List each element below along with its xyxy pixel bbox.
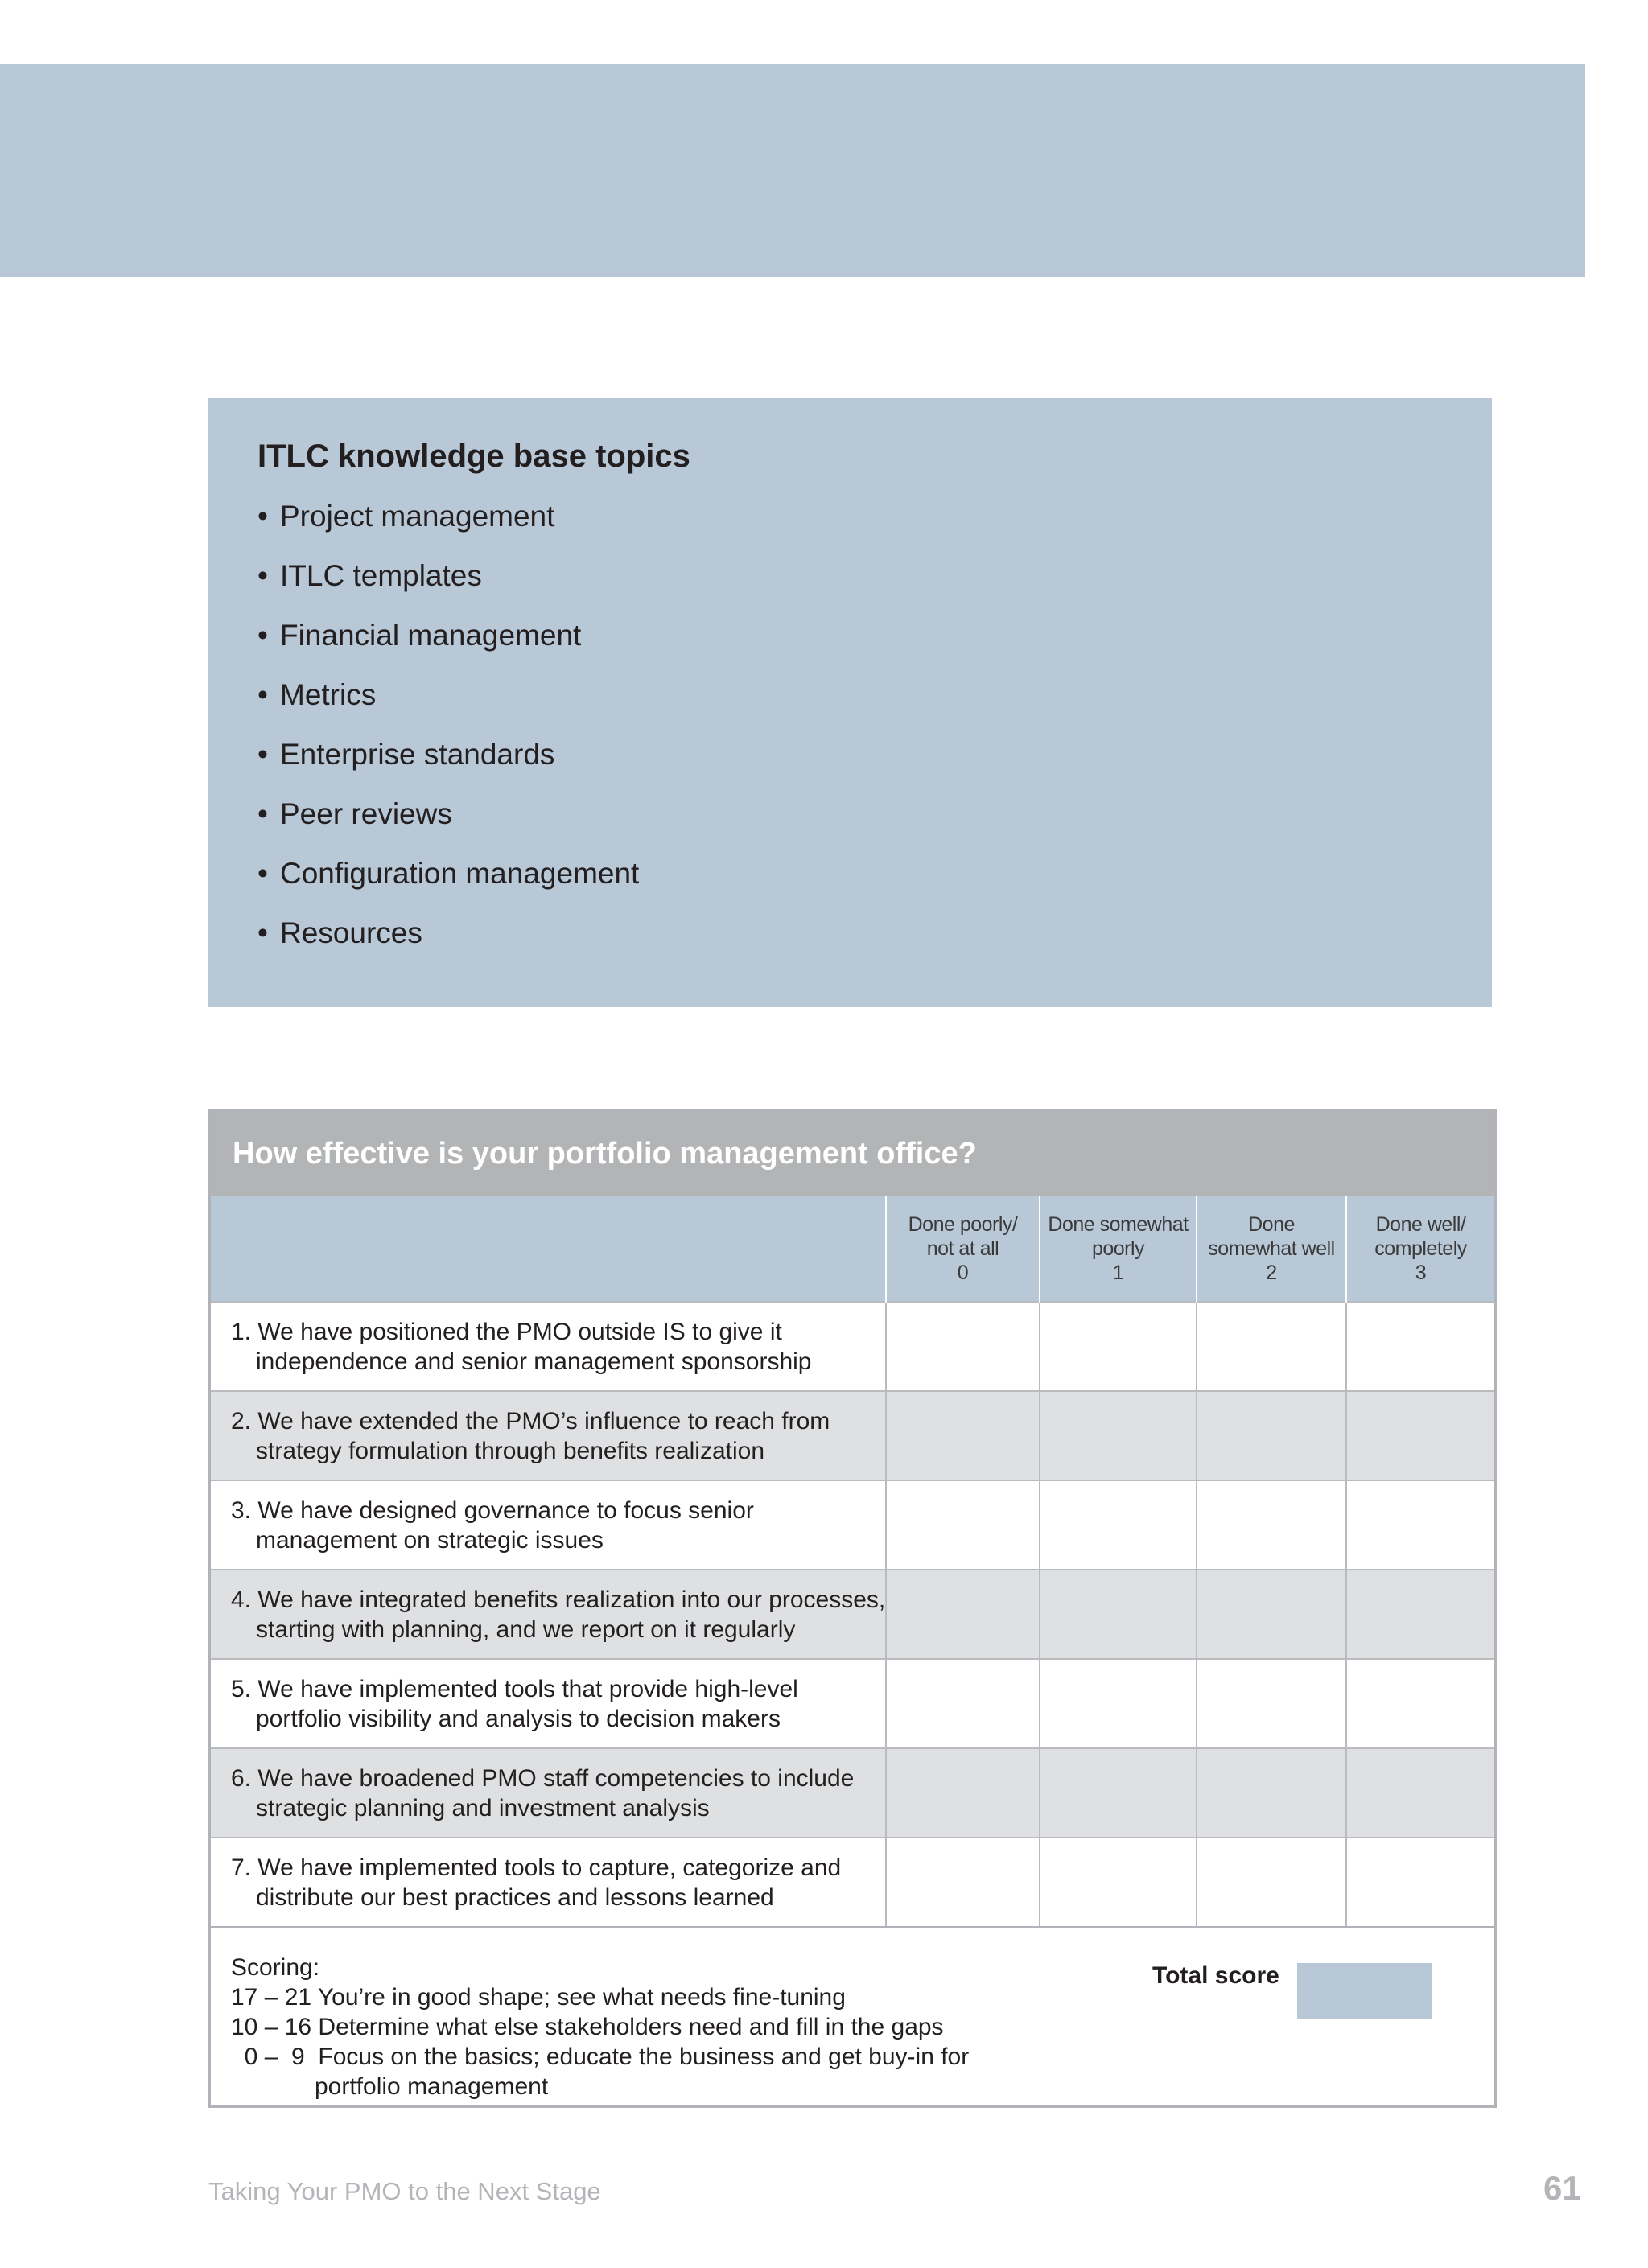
question-cell: 4. We have integrated benefits realization into our processes, starting with planning, and we report on it regularly (211, 1570, 886, 1659)
footer-title: Taking Your PMO to the Next Stage (208, 2177, 601, 2205)
score-cell[interactable] (1040, 1302, 1197, 1391)
table-row (211, 1570, 1494, 1659)
score-cell[interactable] (1346, 1659, 1494, 1748)
score-cell[interactable] (1040, 1480, 1197, 1570)
question-cell: 7. We have implemented tools to capture, categorize and distribute our best practices and lessons learned (211, 1838, 886, 1926)
column-header-0: Done poorly/ not at all 0 (886, 1196, 1040, 1302)
score-cell[interactable] (1040, 1659, 1197, 1748)
scoring-line: 0 – 9 Focus on the basics; educate the business and get buy-in for (231, 2044, 970, 2070)
pmo-effectiveness-survey (208, 1109, 1497, 2108)
header-row (211, 1196, 1494, 1302)
question-cell: 6. We have broadened PMO staff competencies to include strategic planning and investment analysis (211, 1748, 886, 1838)
score-cell[interactable] (886, 1391, 1040, 1480)
question-header (211, 1196, 886, 1302)
score-cell[interactable] (1346, 1391, 1494, 1480)
scoring-line: 10 – 16 Determine what else stakeholders need and fill in the gaps (231, 2014, 944, 2040)
score-cell[interactable] (886, 1570, 1040, 1659)
score-cell[interactable] (1346, 1302, 1494, 1391)
column-header-3: Done well/ completely 3 (1346, 1196, 1494, 1302)
table-row (211, 1838, 1494, 1926)
score-cell[interactable] (886, 1838, 1040, 1926)
score-cell[interactable] (1197, 1570, 1346, 1659)
score-cell[interactable] (1346, 1570, 1494, 1659)
list-item: • ITLC templates (258, 559, 482, 592)
knowledge-base-title: ITLC knowledge base topics (258, 438, 690, 474)
survey-table (211, 1196, 1494, 1926)
score-cell[interactable] (1040, 1570, 1197, 1659)
score-cell[interactable] (1197, 1302, 1346, 1391)
score-cell[interactable] (1346, 1838, 1494, 1926)
score-cell[interactable] (886, 1480, 1040, 1570)
list-item: • Financial management (258, 619, 582, 652)
total-score-label: Total score (1152, 1962, 1279, 1989)
question-cell: 2. We have extended the PMO’s influence to reach from strategy formulation through benefits realization (211, 1391, 886, 1480)
score-cell[interactable] (1197, 1838, 1346, 1926)
question-cell: 1. We have positioned the PMO outside IS to give it independence and senior management sponsorship (211, 1302, 886, 1391)
score-cell[interactable] (1040, 1838, 1197, 1926)
score-cell[interactable] (1197, 1480, 1346, 1570)
knowledge-base-list (258, 499, 1492, 975)
score-cell[interactable] (1197, 1748, 1346, 1838)
page-number: 61 (1543, 2169, 1581, 2207)
header-band (0, 64, 1585, 277)
scoring-legend (231, 1953, 969, 2101)
question-cell: 3. We have designed governance to focus senior management on strategic issues (211, 1480, 886, 1570)
score-cell[interactable] (1346, 1748, 1494, 1838)
knowledge-base-panel (208, 398, 1492, 1007)
score-cell[interactable] (886, 1302, 1040, 1391)
score-cell[interactable] (886, 1659, 1040, 1748)
table-row (211, 1302, 1494, 1391)
scoring-line: portfolio management (315, 2073, 549, 2100)
score-cell[interactable] (1040, 1748, 1197, 1838)
list-item: • Peer reviews (258, 797, 452, 830)
scoring-section (211, 1926, 1494, 2105)
score-cell[interactable] (1197, 1391, 1346, 1480)
column-header-1: Done somewhat poorly 1 (1040, 1196, 1197, 1302)
score-cell[interactable] (1040, 1391, 1197, 1480)
list-item: • Resources (258, 916, 422, 949)
list-item: • Enterprise standards (258, 738, 555, 771)
survey-title: How effective is your portfolio management office? (211, 1112, 1494, 1196)
list-item: • Metrics (258, 678, 377, 711)
table-row (211, 1391, 1494, 1480)
table-row (211, 1748, 1494, 1838)
table-row (211, 1480, 1494, 1570)
scoring-heading: Scoring: (231, 1954, 320, 1981)
list-item: • Project management (258, 500, 555, 533)
score-cell[interactable] (886, 1748, 1040, 1838)
score-cell[interactable] (1346, 1480, 1494, 1570)
question-cell: 5. We have implemented tools that provide high-level portfolio visibility and analysis to decision makers (211, 1659, 886, 1748)
scoring-line: 17 – 21 You’re in good shape; see what needs fine-tuning (231, 1984, 846, 2011)
list-item: • Configuration management (258, 857, 640, 890)
total-score-field[interactable] (1297, 1963, 1432, 2019)
column-header-2: Done somewhat well 2 (1197, 1196, 1346, 1302)
table-row (211, 1659, 1494, 1748)
score-cell[interactable] (1197, 1659, 1346, 1748)
